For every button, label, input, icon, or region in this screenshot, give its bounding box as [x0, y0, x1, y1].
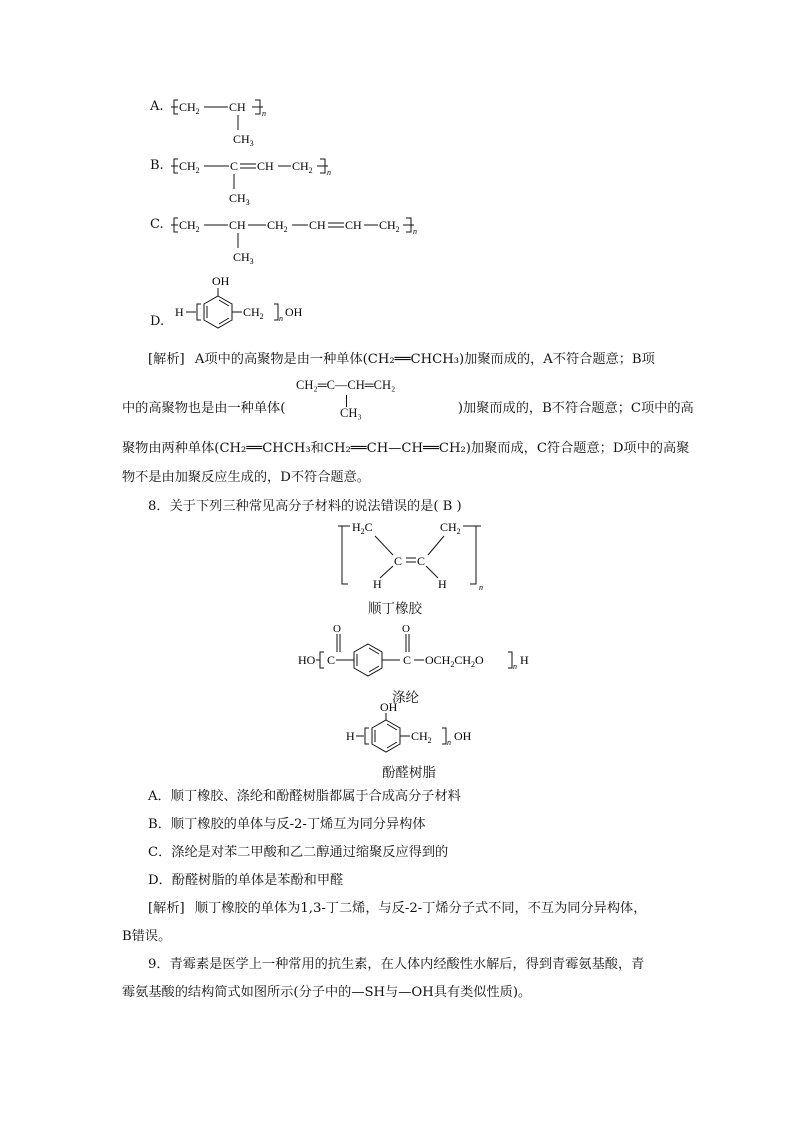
q8-option-b: B．顺丁橡胶的单体与反-2-丁烯互为同分异构体: [148, 817, 426, 832]
option-a-structure: [170, 92, 290, 152]
pet-structure: [296, 622, 536, 684]
analysis-text: 中的高聚物也是由一种单体(: [122, 401, 286, 416]
svg-text:n: n: [513, 662, 517, 671]
monomer-b-methyl: CH₃: [340, 406, 362, 420]
svg-text:H: H: [373, 577, 382, 591]
q8-analysis-line1: [148, 894, 646, 923]
svg-text:CH2: $CH_2$: [379, 218, 400, 234]
svg-text:HO: HO: [298, 653, 316, 667]
svg-text:C: C: [394, 554, 403, 568]
svg-text:CH2: $CH_2$: [243, 305, 264, 321]
q8-option-c: C．涤纶是对苯二甲酸和乙二醇通过缩聚反应得到的: [148, 845, 449, 860]
cis-polybutadiene-structure: [330, 518, 490, 594]
analysis-tag: [解析]: [148, 352, 185, 367]
q8-analysis-line2: B错误。: [122, 929, 172, 944]
q8-stem: 8．关于下列三种常见高分子材料的说法错误的是( B ): [148, 499, 462, 514]
svg-text:C: C: [327, 653, 336, 667]
pet-caption: 涤纶: [392, 690, 419, 706]
svg-text:CH2: $CH_2$: [179, 159, 200, 175]
analysis-text: A项中的高聚物是由一种单体(CH₂══CHCH₃)加聚而成的，A不符合题意；B项: [194, 352, 655, 367]
svg-text:n: n: [413, 227, 417, 236]
phenolic-resin-caption: 酚醛树脂: [382, 765, 436, 781]
svg-text:O: O: [333, 623, 341, 635]
analysis-tag: [解析]: [148, 901, 185, 916]
svg-text:CH2: $CH_2$: [440, 520, 461, 536]
option-c-label: C.: [150, 217, 164, 232]
monomer-b-formula: CH₂═C—CH═CH₂: [296, 378, 396, 392]
svg-text:C: C: [417, 554, 426, 568]
option-a-label: A.: [150, 99, 164, 114]
cis-polybutadiene-caption: 顺丁橡胶: [368, 601, 422, 617]
analysis-text: 顺丁橡胶的单体为1,3-丁二烯，与反-2-丁烯分子式不同，不互为同分异构体，: [194, 901, 647, 916]
svg-text:CH2: $CH_2$: [267, 218, 288, 234]
svg-text:CH: CH: [229, 218, 246, 232]
svg-text:CH3: $CH_3$: [233, 250, 254, 266]
analysis-text: )加聚而成的，B不符合题意；C项中的高: [457, 401, 694, 416]
svg-text:CH3: $CH_3$: [233, 132, 254, 148]
svg-text:CH2: $CH_2$: [292, 159, 313, 175]
option-b-label: B.: [150, 158, 164, 173]
q7-analysis-line1: [148, 345, 655, 374]
svg-text:CH2: $CH_2$: [179, 218, 200, 234]
option-d-label: D.: [150, 314, 165, 329]
svg-text:CH2: $CH_2$: [411, 729, 432, 745]
svg-text:H2C: $H_2C$: [352, 520, 373, 536]
q9-line2: 霉氨基酸的结构简式如图所示(分子中的—SH与—OH具有类似性质)。: [122, 985, 532, 1000]
option-d-structure-phenolic-resin: [172, 272, 322, 336]
q7-analysis-line3: 聚物由两种单体(CH₂══CHCH₃和CH₂══CH—CH══CH₂)加聚而成，C符合题意；D项中的高聚: [122, 441, 690, 456]
svg-text:CH: CH: [309, 218, 326, 232]
svg-text:n: n: [447, 738, 451, 747]
svg-text:O: O: [402, 623, 410, 635]
svg-text:C: C: [403, 653, 412, 667]
svg-text:OH: OH: [285, 305, 303, 319]
option-b-structure: [170, 151, 350, 211]
q8-option-d: D．酚醛树脂的单体是苯酚和甲醛: [148, 873, 344, 888]
option-c-structure: [170, 210, 440, 270]
svg-text:n: n: [262, 109, 266, 118]
q9-line1: 9．青霉素是医学上一种常用的抗生素，在人体内经酸性水解后，得到青霉氨基酸，青: [148, 957, 645, 972]
q8-option-a: A．顺丁橡胶、涤纶和酚醛树脂都属于合成高分子材料: [148, 789, 461, 804]
svg-text:n: n: [279, 314, 283, 323]
svg-text:OH: OH: [380, 700, 398, 714]
svg-text:n: n: [327, 168, 331, 177]
svg-text:CH: CH: [229, 100, 246, 114]
svg-text:H: H: [438, 577, 447, 591]
svg-text:OH: OH: [454, 729, 472, 743]
svg-text:CH: CH: [257, 159, 274, 173]
svg-text:CH2: $CH_2$: [179, 100, 200, 116]
svg-text:H: H: [346, 729, 355, 743]
monomer-b-structure: [296, 378, 436, 422]
svg-text:n: n: [479, 583, 483, 592]
svg-text:H: H: [175, 305, 184, 319]
svg-text:H: H: [520, 653, 529, 667]
svg-text:OCH2CH2O: $OCH_2CH_2O$: [425, 653, 484, 669]
svg-text:CH: CH: [345, 218, 362, 232]
svg-text:C: C: [230, 159, 239, 173]
q7-analysis-line4: 物不是由加聚反应生成的，D不符合题意。: [122, 470, 370, 485]
phenolic-resin-structure: [344, 700, 494, 760]
svg-text:CH3: $CH_3$: [229, 191, 250, 207]
svg-text:OH: OH: [212, 274, 230, 288]
